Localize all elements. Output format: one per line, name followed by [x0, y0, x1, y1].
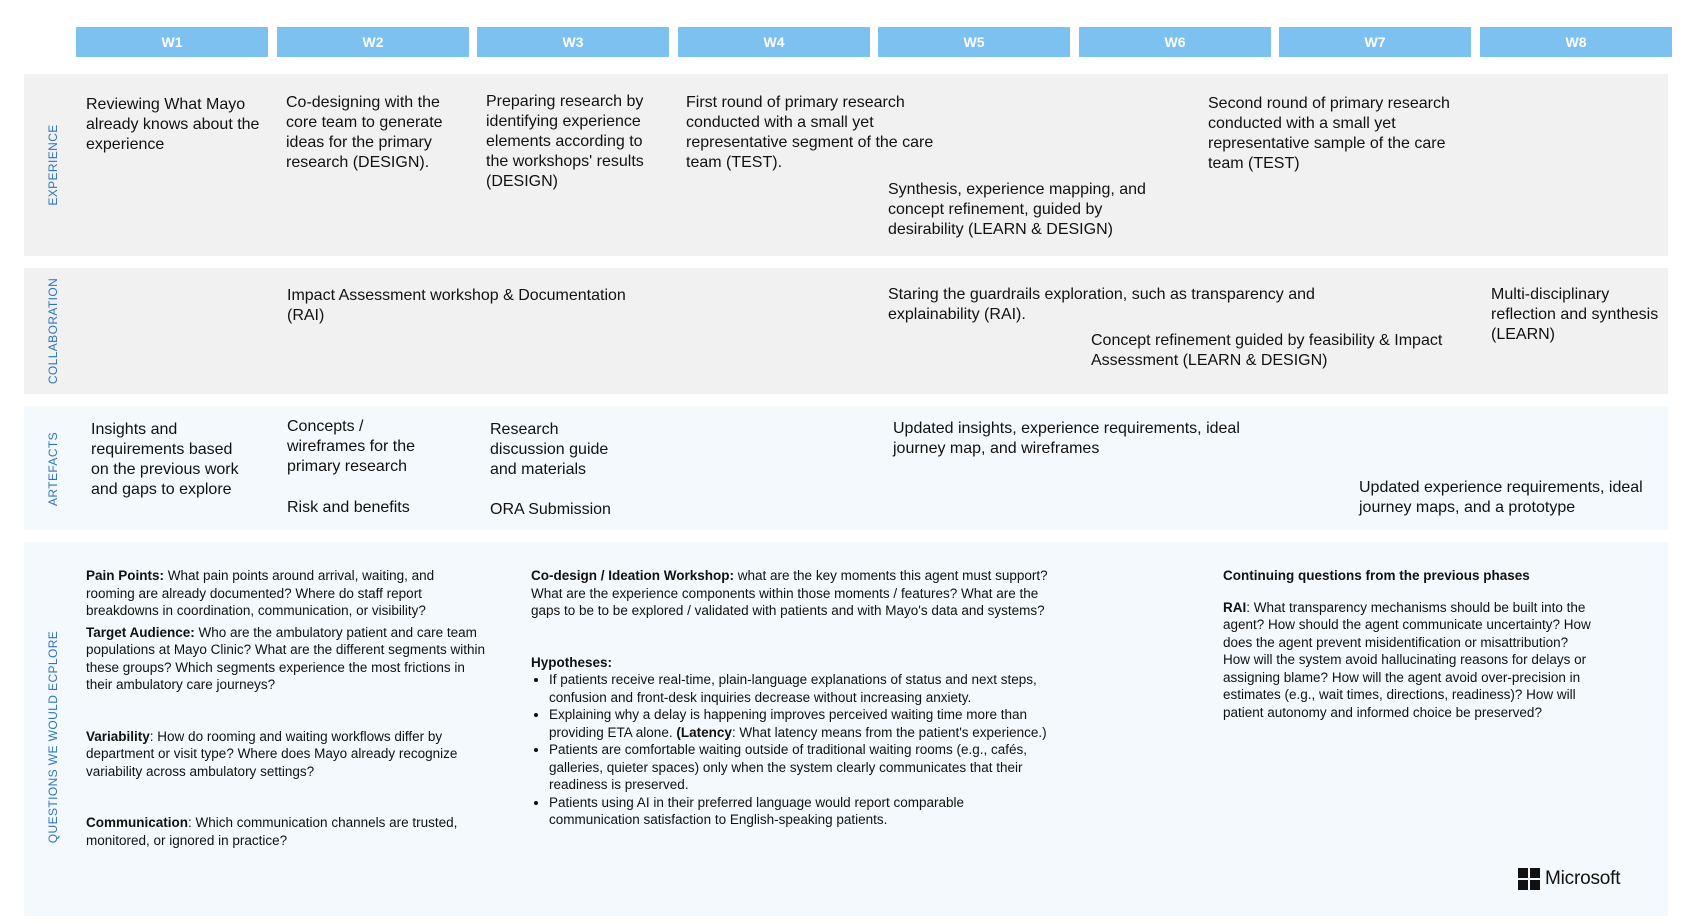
latency-text: : What latency means from the patient's experience.): [731, 724, 1047, 740]
week-header-w6: W6: [1079, 27, 1271, 57]
microsoft-logo-text: Microsoft: [1545, 868, 1621, 889]
variability-paragraph: [86, 728, 486, 781]
experience-w1-text: Reviewing What Mayo already knows about the experience: [86, 96, 260, 153]
artefacts-w7-text: Updated experience requirements, ideal journey maps, and a prototype: [1359, 479, 1643, 516]
hypothesis-item: [549, 706, 1051, 741]
target-audience-paragraph: [86, 624, 486, 694]
questions-column-1: [86, 567, 486, 849]
microsoft-logo-icon: [1518, 868, 1540, 890]
rai-title: RAI: [1223, 599, 1247, 615]
variability-text: : How do rooming and waiting workflows differ by department or visit type? Where does Mayo already recognize variability across ambulatory settings?: [86, 728, 458, 779]
experience-w7-text: Second round of primary research conducted with a small yet representative sample of the care team (TEST): [1208, 95, 1450, 172]
week-header-w4: W4: [678, 27, 870, 57]
rai-paragraph: [1223, 599, 1593, 722]
communication-title: Communication: [86, 815, 189, 830]
week-header-w8: W8: [1480, 27, 1672, 57]
pain-points-text: What pain points around arrival, waiting, and rooming are already documented? Where do staff report breakdowns in coordination, communication, or visibility?: [86, 568, 435, 618]
week-header-w3: W3: [477, 27, 669, 57]
pain-points-title: Pain Points:: [86, 568, 165, 583]
week-header-w1: W1: [76, 27, 268, 57]
continuing-questions-title-text: Continuing questions from the previous phases: [1223, 568, 1530, 583]
continuing-questions-title: [1223, 567, 1593, 585]
week-header-w7: W7: [1279, 27, 1471, 57]
questions-column-2: [531, 567, 1051, 829]
workshop-paragraph: [531, 567, 1051, 620]
artefacts-w1-text: Insights and requirements based on the previous work and gaps to explore: [91, 421, 239, 498]
collaboration-w6-text: Concept refinement guided by feasibility & Impact Assessment (LEARN & DESIGN): [1091, 332, 1443, 369]
collaboration-w8-text: Multi-disciplinary reflection and synthesis (LEARN): [1491, 286, 1659, 343]
experience-w2-text: Co-designing with the core team to generate ideas for the primary research (DESIGN).: [286, 94, 443, 171]
week-header-w5: W5: [878, 27, 1070, 57]
experience-w5-text: Synthesis, experience mapping, and concept refinement, guided by desirability (LEARN & DESIGN): [888, 181, 1146, 238]
target-audience-title: Target Audience:: [86, 624, 195, 640]
artefacts-w5-text: Updated insights, experience requirements, ideal journey map, and wireframes: [893, 420, 1240, 457]
workshop-title: Co-design / Ideation Workshop:: [531, 568, 735, 583]
pain-points-paragraph: [86, 567, 486, 620]
collaboration-w5-text: Staring the guardrails exploration, such as transparency and explainability (RAI).: [888, 286, 1315, 323]
artefacts-w3-ora-text: ORA Submission: [490, 501, 611, 518]
variability-title: Variability: [86, 728, 150, 744]
artefacts-w2-risk-text: Risk and benefits: [287, 499, 410, 516]
experience-w4-text: First round of primary research conducted with a small yet representative segment of the care team (TEST).: [686, 94, 934, 171]
target-audience-text: Who are the ambulatory patient and care team populations at Mayo Clinic? What are the different segments within these groups? Which segments experience the most frictions in their ambulatory care journeys?: [86, 624, 485, 692]
hypothesis-2-text: Explaining why a delay is happening improves perceived waiting time more than providing ETA alone.: [549, 707, 1028, 740]
collaboration-w2-text: Impact Assessment workshop & Documentation (RAI): [287, 287, 626, 324]
questions-column-3: [1223, 567, 1593, 721]
microsoft-logo: [1518, 868, 1620, 890]
hypotheses-title: [531, 654, 1051, 672]
row-label-collaboration: COLLABORATION: [46, 277, 60, 385]
latency-label: (Latency: [676, 724, 732, 740]
hypothesis-item: • Patients are comfortable waiting outside of traditional waiting rooms (e.g., cafés, galleries, quieter spaces) only when the system clearly communicates that their readiness is preserved.: [549, 741, 1051, 794]
experience-w3-text: Preparing research by identifying experience elements according to the workshops' results (DESIGN): [486, 93, 644, 190]
hypothesis-item: • Patients using AI in their preferred language would report comparable communication satisfaction to English-speaking patients.: [549, 794, 1051, 829]
row-label-questions: QUESTIONS WE WOULD ECPLORE: [46, 630, 60, 844]
hypotheses-title-text: Hypotheses:: [531, 654, 613, 670]
communication-text: : Which communication channels are trusted, monitored, or ignored in practice?: [86, 815, 458, 848]
communication-paragraph: [86, 814, 486, 849]
rai-text: : What transparency mechanisms should be built into the agent? How should the agent communicate uncertainty? How does the agent prevent misidentification or misattribution? How will the system avoid hallucinating reasons for delays or assigning blame? How will the agent avoid over-precision in estimates (e.g., wait times, directions, readiness)? How will patient autonomy and informed choice be preserved?: [1223, 599, 1591, 720]
hypothesis-item: • If patients receive real-time, plain-language explanations of status and next steps, confusion and front-desk inquiries decrease without increasing anxiety.: [549, 671, 1051, 706]
hypotheses-list: [531, 671, 1051, 829]
row-label-experience: EXPERIENCE: [46, 124, 60, 206]
workshop-text: what are the key moments this agent must support? What are the experience components within those moments / features? What are the gaps to be to be explored / validated with patients and with Mayo's data and systems?: [531, 568, 1048, 618]
artefacts-w2-concepts-text: Concepts / wireframes for the primary research: [287, 418, 416, 475]
week-header-w2: W2: [277, 27, 469, 57]
artefacts-w3-guide-text: Research discussion guide and materials: [490, 421, 609, 478]
row-label-artefacts: ARTEFACTS: [46, 431, 60, 507]
